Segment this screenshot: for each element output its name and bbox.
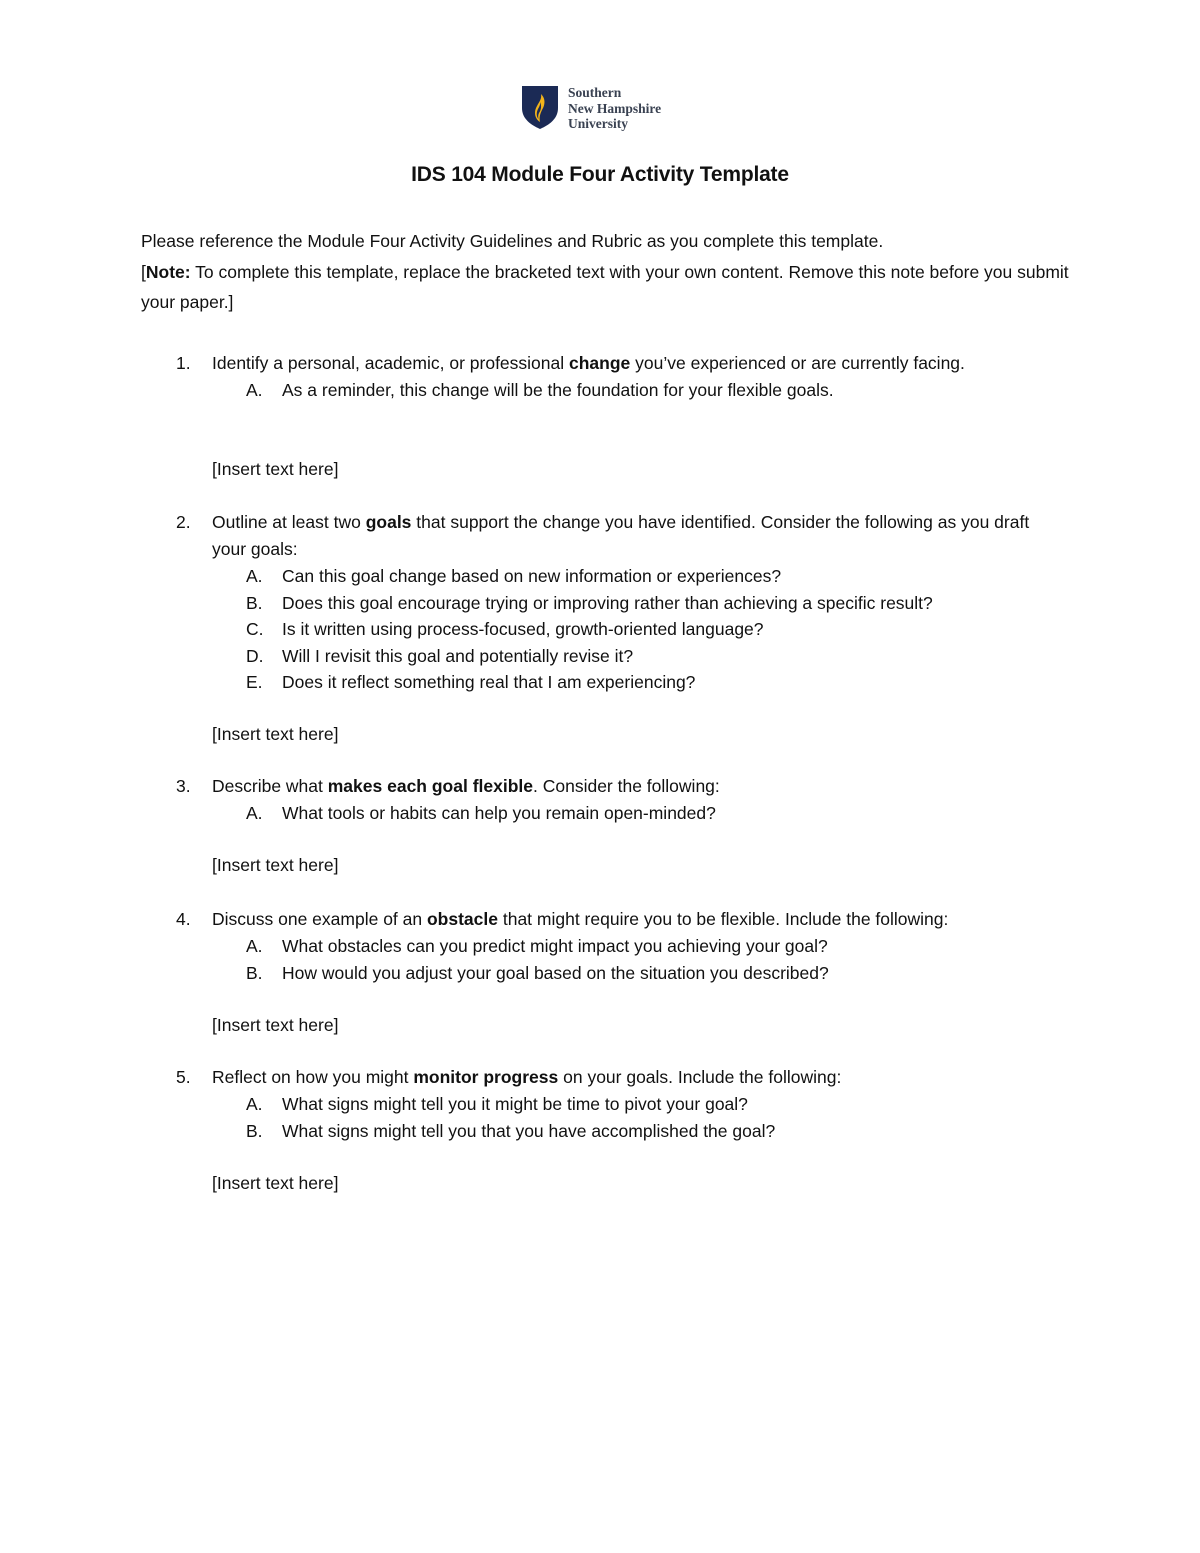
insert-placeholder[interactable]: [Insert text here] bbox=[212, 855, 339, 875]
question-text bbox=[212, 1064, 1066, 1091]
sub-text: What obstacles can you predict might impact you achieving your goal? bbox=[282, 936, 828, 956]
sub-text: Is it written using process-focused, growth-oriented language? bbox=[282, 619, 764, 639]
note-paragraph bbox=[141, 257, 1071, 318]
question-text-part: on your goals. Include the following: bbox=[558, 1067, 842, 1087]
note-label: Note: bbox=[145, 261, 191, 282]
question-text bbox=[212, 906, 1066, 933]
sub-text: Can this goal change based on new information or experiences? bbox=[282, 566, 782, 586]
question-number: 1. bbox=[176, 353, 191, 373]
document-title: IDS 104 Module Four Activity Template bbox=[411, 163, 789, 186]
sub-item bbox=[246, 643, 1066, 670]
sub-item bbox=[246, 563, 1066, 590]
sub-item bbox=[246, 933, 1066, 960]
sub-item bbox=[246, 377, 1066, 404]
question-text bbox=[212, 509, 1066, 563]
sub-text: As a reminder, this change will be the foundation for your flexible goals. bbox=[282, 380, 834, 400]
sub-letter: E. bbox=[246, 672, 263, 692]
question-text-part: that might require you to be flexible. Include the following: bbox=[497, 909, 949, 929]
sub-text: How would you adjust your goal based on the situation you described? bbox=[282, 962, 829, 983]
question-text-part: that support the change you have identified. Consider the following as you draft your goals: bbox=[212, 512, 1030, 559]
question-4 bbox=[176, 906, 1066, 986]
sub-letter: A. bbox=[246, 936, 263, 956]
sub-text: Does it reflect something real that I am experiencing? bbox=[282, 672, 696, 692]
logo-line: University bbox=[568, 116, 628, 131]
logo-wordmark bbox=[568, 85, 661, 132]
sub-item bbox=[246, 616, 1066, 643]
intro-line: Please reference the Module Four Activity Guidelines and Rubric as you complete this template. bbox=[141, 231, 884, 251]
sub-letter: B. bbox=[246, 1120, 263, 1141]
shield-flame-icon bbox=[520, 84, 560, 130]
note-bracket: [ bbox=[141, 261, 146, 282]
question-text bbox=[212, 773, 1066, 800]
sub-item bbox=[246, 669, 1066, 696]
sub-letter: B. bbox=[246, 962, 263, 983]
sub-item bbox=[246, 1091, 1066, 1118]
question-number: 5. bbox=[176, 1067, 191, 1087]
insert-placeholder[interactable]: [Insert text here] bbox=[212, 459, 339, 479]
sub-letter: C. bbox=[246, 619, 264, 639]
question-keyword: monitor progress bbox=[413, 1067, 559, 1087]
question-number: 3. bbox=[176, 776, 191, 796]
sub-item bbox=[246, 1118, 1066, 1145]
question-text-part: Outline at least two bbox=[212, 512, 366, 532]
sub-text: Does this goal encourage trying or improving rather than achieving a specific result? bbox=[282, 592, 933, 613]
sub-item bbox=[246, 960, 1066, 987]
sub-text: What signs might tell you that you have accomplished the goal? bbox=[282, 1120, 776, 1141]
logo-line: New Hampshire bbox=[568, 100, 662, 116]
sub-item bbox=[246, 590, 1066, 617]
question-1 bbox=[176, 350, 1066, 404]
sub-text: What signs might tell you it might be time to pivot your goal? bbox=[282, 1094, 748, 1114]
insert-placeholder[interactable]: [Insert text here] bbox=[212, 1173, 339, 1193]
sub-letter: A. bbox=[246, 380, 263, 400]
sub-item bbox=[246, 800, 1066, 827]
sub-letter: A. bbox=[246, 566, 263, 586]
question-number: 2. bbox=[176, 512, 191, 532]
question-text-part: Discuss one example of an bbox=[212, 909, 427, 929]
note-text: To complete this template, replace the bracketed text with your own content. Remove this note before you submit your paper.] bbox=[141, 261, 1069, 312]
sub-letter: D. bbox=[246, 645, 264, 666]
sub-text: What tools or habits can help you remain open-minded? bbox=[282, 803, 716, 823]
question-text bbox=[212, 350, 1066, 377]
sub-letter: B. bbox=[246, 592, 263, 613]
question-text-part: Identify a personal, academic, or professional bbox=[212, 353, 569, 373]
question-text-part: Describe what bbox=[212, 776, 328, 796]
intro-paragraph bbox=[141, 226, 1071, 318]
question-keyword: obstacle bbox=[426, 909, 498, 929]
logo-line: Southern bbox=[568, 85, 622, 100]
question-5 bbox=[176, 1064, 1066, 1144]
sub-letter: A. bbox=[246, 1094, 263, 1114]
question-text-part: Reflect on how you might bbox=[212, 1067, 414, 1087]
question-keyword: change bbox=[569, 353, 631, 373]
question-3 bbox=[176, 773, 1066, 827]
university-logo bbox=[520, 84, 661, 132]
question-keyword: goals bbox=[365, 512, 412, 532]
question-2 bbox=[176, 509, 1066, 696]
question-text-part: . Consider the following: bbox=[533, 776, 720, 796]
question-keyword: makes each goal flexible bbox=[327, 776, 533, 796]
insert-placeholder[interactable]: [Insert text here] bbox=[212, 1015, 339, 1035]
sub-text: Will I revisit this goal and potentially revise it? bbox=[282, 645, 634, 666]
insert-placeholder[interactable]: [Insert text here] bbox=[212, 724, 339, 744]
question-number: 4. bbox=[176, 909, 191, 929]
sub-letter: A. bbox=[246, 803, 263, 823]
question-text-part: you’ve experienced or are currently facing. bbox=[630, 353, 965, 373]
